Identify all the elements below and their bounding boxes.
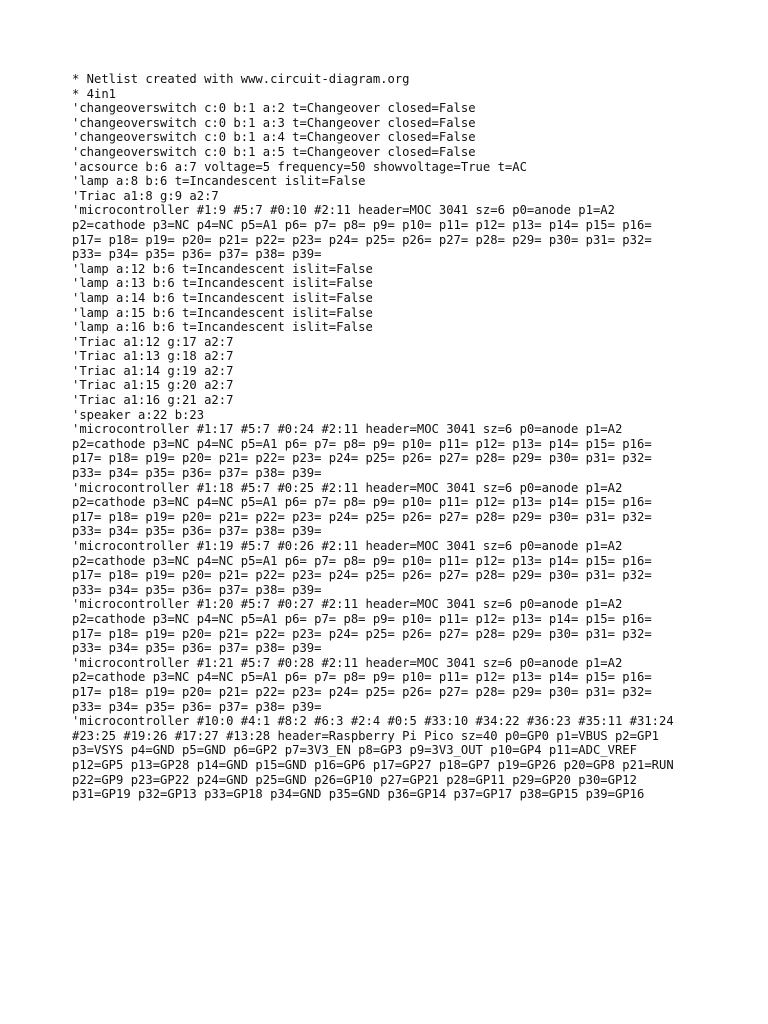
netlist-line: 'lamp a:14 b:6 t=Incandescent islit=False [72, 290, 373, 305]
netlist-line: p17= p18= p19= p20= p21= p22= p23= p24= p25= p26= p27= p28= p29= p30= p31= p32= [72, 684, 652, 699]
netlist-line: 'changeoverswitch c:0 b:1 a:3 t=Changeover closed=False [72, 115, 476, 130]
netlist-line: p17= p18= p19= p20= p21= p22= p23= p24= p25= p26= p27= p28= p29= p30= p31= p32= [72, 509, 652, 524]
netlist-text [72, 72, 712, 802]
netlist-line: 'microcontroller #1:17 #5:7 #0:24 #2:11 header=MOC 3041 sz=6 p0=anode p1=A2 [72, 422, 623, 437]
netlist-line: p2=cathode p3=NC p4=NC p5=A1 p6= p7= p8= p9= p10= p11= p12= p13= p14= p15= p16= [72, 553, 652, 568]
netlist-line: p17= p18= p19= p20= p21= p22= p23= p24= p25= p26= p27= p28= p29= p30= p31= p32= [72, 626, 652, 641]
netlist-line: p31=GP19 p32=GP13 p33=GP18 p34=GND p35=GND p36=GP14 p37=GP17 p38=GP15 p39=GP16 [72, 787, 645, 802]
netlist-line: 'speaker a:22 b:23 [72, 407, 205, 422]
netlist-line: p2=cathode p3=NC p4=NC p5=A1 p6= p7= p8= p9= p10= p11= p12= p13= p14= p15= p16= [72, 217, 652, 232]
netlist-line: p17= p18= p19= p20= p21= p22= p23= p24= p25= p26= p27= p28= p29= p30= p31= p32= [72, 451, 652, 466]
netlist-line: 'lamp a:13 b:6 t=Incandescent islit=False [72, 276, 373, 291]
netlist-line: 'Triac a1:13 g:18 a2:7 [72, 349, 234, 364]
netlist-line: 'lamp a:16 b:6 t=Incandescent islit=False [72, 320, 373, 335]
netlist-line: p33= p34= p35= p36= p37= p38= p39= [72, 582, 322, 597]
netlist-line: p33= p34= p35= p36= p37= p38= p39= [72, 641, 322, 656]
netlist-line: p33= p34= p35= p36= p37= p38= p39= [72, 524, 322, 539]
netlist-line: 'lamp a:8 b:6 t=Incandescent islit=False [72, 174, 366, 189]
netlist-line: 'changeoverswitch c:0 b:1 a:5 t=Changeover closed=False [72, 144, 476, 159]
netlist-line: 'microcontroller #1:18 #5:7 #0:25 #2:11 header=MOC 3041 sz=6 p0=anode p1=A2 [72, 480, 623, 495]
netlist-line: p33= p34= p35= p36= p37= p38= p39= [72, 699, 322, 714]
netlist-line: #23:25 #19:26 #17:27 #13:28 header=Raspberry Pi Pico sz=40 p0=GP0 p1=VBUS p2=GP1 [72, 728, 659, 743]
netlist-line: 'microcontroller #1:21 #5:7 #0:28 #2:11 header=MOC 3041 sz=6 p0=anode p1=A2 [72, 655, 623, 670]
netlist-line: 'lamp a:12 b:6 t=Incandescent islit=False [72, 261, 373, 276]
netlist-line: 'Triac a1:15 g:20 a2:7 [72, 378, 234, 393]
netlist-line: 'Triac a1:16 g:21 a2:7 [72, 393, 234, 408]
netlist-line: p2=cathode p3=NC p4=NC p5=A1 p6= p7= p8= p9= p10= p11= p12= p13= p14= p15= p16= [72, 495, 652, 510]
netlist-line: p17= p18= p19= p20= p21= p22= p23= p24= p25= p26= p27= p28= p29= p30= p31= p32= [72, 232, 652, 247]
netlist-line: p2=cathode p3=NC p4=NC p5=A1 p6= p7= p8= p9= p10= p11= p12= p13= p14= p15= p16= [72, 611, 652, 626]
netlist-line: p33= p34= p35= p36= p37= p38= p39= [72, 247, 322, 262]
netlist-line: p3=VSYS p4=GND p5=GND p6=GP2 p7=3V3_EN p8=GP3 p9=3V3_OUT p10=GP4 p11=ADC_VREF [72, 743, 637, 758]
netlist-line: 'microcontroller #10:0 #4:1 #8:2 #6:3 #2:4 #0:5 #33:10 #34:22 #36:23 #35:11 #31:24 [72, 714, 674, 729]
netlist-line: * 4in1 [72, 86, 117, 101]
netlist-line: p22=GP9 p23=GP22 p24=GND p25=GND p26=GP10 p27=GP21 p28=GP11 p29=GP20 p30=GP12 [72, 772, 637, 787]
netlist-line: 'acsource b:6 a:7 voltage=5 frequency=50 showvoltage=True t=AC [72, 159, 527, 174]
netlist-line: p2=cathode p3=NC p4=NC p5=A1 p6= p7= p8= p9= p10= p11= p12= p13= p14= p15= p16= [72, 670, 652, 685]
netlist-line: 'Triac a1:14 g:19 a2:7 [72, 363, 234, 378]
netlist-line: p2=cathode p3=NC p4=NC p5=A1 p6= p7= p8= p9= p10= p11= p12= p13= p14= p15= p16= [72, 436, 652, 451]
netlist-line: 'microcontroller #1:19 #5:7 #0:26 #2:11 header=MOC 3041 sz=6 p0=anode p1=A2 [72, 539, 623, 553]
netlist-line: 'microcontroller #1:20 #5:7 #0:27 #2:11 header=MOC 3041 sz=6 p0=anode p1=A2 [72, 597, 623, 612]
netlist-line: * Netlist created with www.circuit-diagram.org [72, 72, 410, 86]
netlist-line: 'changeoverswitch c:0 b:1 a:2 t=Changeover closed=False [72, 101, 476, 116]
netlist-line: 'changeoverswitch c:0 b:1 a:4 t=Changeover closed=False [72, 130, 476, 145]
netlist-line: p33= p34= p35= p36= p37= p38= p39= [72, 466, 322, 481]
netlist-line: 'Triac a1:8 g:9 a2:7 [72, 188, 219, 203]
netlist-line: p17= p18= p19= p20= p21= p22= p23= p24= p25= p26= p27= p28= p29= p30= p31= p32= [72, 568, 652, 583]
netlist-line: 'microcontroller #1:9 #5:7 #0:10 #2:11 header=MOC 3041 sz=6 p0=anode p1=A2 [72, 203, 615, 218]
netlist-line: 'lamp a:15 b:6 t=Incandescent islit=False [72, 305, 373, 320]
netlist-line: 'Triac a1:12 g:17 a2:7 [72, 334, 234, 349]
netlist-line: p12=GP5 p13=GP28 p14=GND p15=GND p16=GP6 p17=GP27 p18=GP7 p19=GP26 p20=GP8 p21=RUN [72, 757, 674, 772]
